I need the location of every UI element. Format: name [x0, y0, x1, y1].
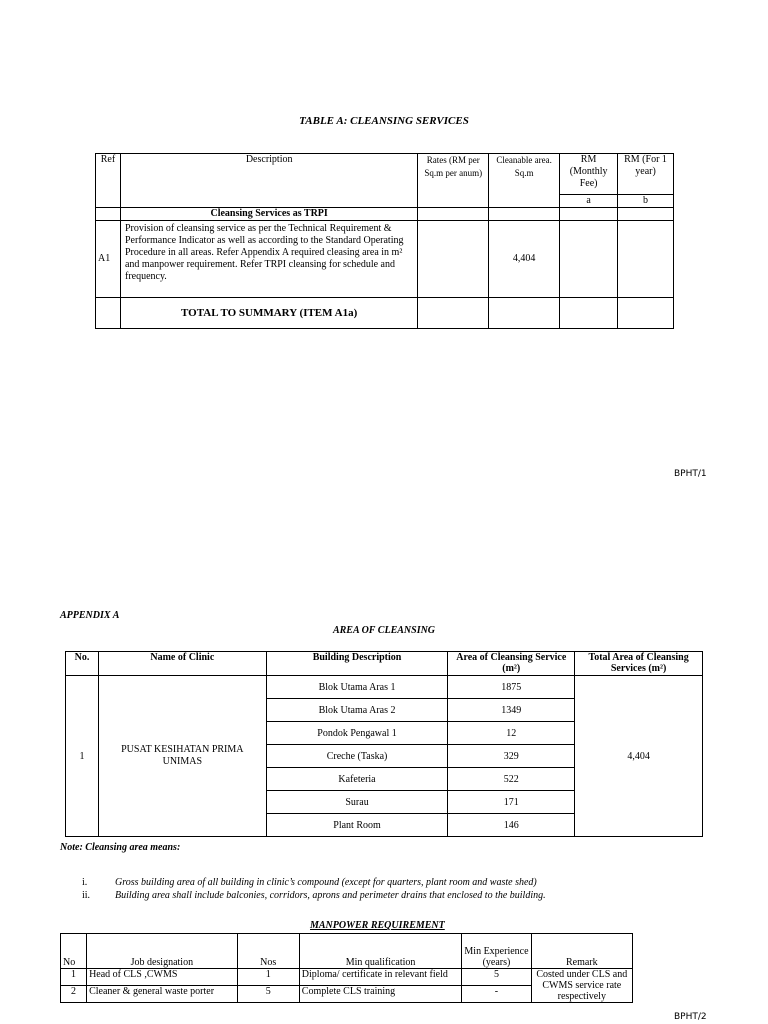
table-row	[96, 221, 674, 298]
page-label-2: BPHT/2	[674, 1012, 707, 1022]
list-item	[82, 877, 702, 890]
row-yearly	[618, 221, 674, 298]
header-sub-a: a	[560, 195, 618, 208]
header-cleanable-area: Cleanable area. Sq.m	[489, 154, 560, 208]
building-area: 12	[448, 722, 575, 745]
building-area: 522	[448, 768, 575, 791]
manpower-qualification: Diploma/ certificate in relevant field	[299, 969, 462, 986]
building-description: Plant Room	[266, 814, 448, 837]
header-rm-monthly: RM (Monthly Fee)	[560, 154, 618, 195]
list-item	[82, 890, 702, 903]
building-area: 1875	[448, 676, 575, 699]
header-building: Building Description	[266, 652, 448, 676]
total-to-summary-label: TOTAL TO SUMMARY (ITEM A1a)	[120, 298, 417, 329]
section-label: Cleansing Services as TRPI	[120, 208, 417, 221]
notes-list	[82, 877, 702, 903]
manpower-table	[60, 933, 633, 1003]
cleansing-services-table	[95, 153, 674, 329]
area-of-cleansing-title: AREA OF CLEANSING	[332, 625, 436, 636]
header-rates: Rates (RM per Sq.m per anum)	[418, 154, 489, 208]
note-text: Gross building area of all building in clinic’s compound (except for quarters, plant room and waste shed)	[115, 877, 537, 888]
manpower-experience: 5	[462, 969, 531, 986]
note-number: ii.	[82, 890, 91, 901]
building-description: Surau	[266, 791, 448, 814]
header-area: Area of Cleansing Service (m²)	[448, 652, 575, 676]
header-nos: Nos	[237, 934, 299, 969]
manpower-no: 1	[61, 969, 87, 986]
building-area: 171	[448, 791, 575, 814]
building-area: 329	[448, 745, 575, 768]
manpower-nos: 1	[237, 969, 299, 986]
area-of-cleansing-table	[65, 651, 703, 837]
table-a-title: TABLE A: CLEANSING SERVICES	[299, 115, 469, 127]
note-text: Building area shall include balconies, corridors, aprons and perimeter drains that enclosed to the building.	[115, 890, 546, 901]
building-description: Blok Utama Aras 1	[266, 676, 448, 699]
manpower-job: Cleaner & general waste porter	[87, 986, 238, 1003]
header-min-qualification: Min qualification	[299, 934, 462, 969]
building-area: 1349	[448, 699, 575, 722]
manpower-remark: Costed under CLS and CWMS service rate respectively	[531, 969, 632, 1003]
header-job-designation: Job designation	[87, 934, 238, 969]
note-number: i.	[82, 877, 88, 888]
page-label-1: BPHT/1	[674, 469, 707, 479]
manpower-nos: 5	[237, 986, 299, 1003]
manpower-job: Head of CLS ,CWMS	[87, 969, 238, 986]
appendix-label: APPENDIX A	[60, 610, 120, 621]
header-rm-year: RM (For 1 year)	[618, 154, 674, 195]
total-area: 4,404	[575, 676, 703, 837]
row-ref: A1	[96, 221, 121, 298]
manpower-experience: -	[462, 986, 531, 1003]
header-min-experience: Min Experience (years)	[462, 934, 531, 969]
header-no: No.	[66, 652, 99, 676]
table-row	[66, 676, 703, 699]
row-monthly	[560, 221, 618, 298]
building-description: Pondok Pengawal 1	[266, 722, 448, 745]
header-total-area: Total Area of Cleansing Services (m²)	[575, 652, 703, 676]
header-description: Description	[120, 154, 417, 208]
header-sub-b: b	[618, 195, 674, 208]
note-title: Note: Cleansing area means:	[60, 842, 181, 853]
building-description: Creche (Taska)	[266, 745, 448, 768]
row-rates	[418, 221, 489, 298]
building-description: Blok Utama Aras 2	[266, 699, 448, 722]
building-area: 146	[448, 814, 575, 837]
manpower-title: MANPOWER REQUIREMENT	[310, 920, 445, 931]
table-row	[61, 969, 633, 986]
header-clinic: Name of Clinic	[98, 652, 266, 676]
clinic-name: PUSAT KESIHATAN PRIMA UNIMAS	[98, 676, 266, 837]
manpower-qualification: Complete CLS training	[299, 986, 462, 1003]
building-description: Kafeteria	[266, 768, 448, 791]
row-cleanable-area: 4,404	[489, 221, 560, 298]
header-no: No	[61, 934, 87, 969]
manpower-no: 2	[61, 986, 87, 1003]
header-ref: Ref	[96, 154, 121, 208]
header-remark: Remark	[531, 934, 632, 969]
clinic-no: 1	[66, 676, 99, 837]
row-description: Provision of cleansing service as per the Technical Requirement & Performance Indicator as well as according to the Standard Operating Procedure in all areas. Refer Appendix A required cleasing area in m² and manpower requirement. Refer TRPI cleansing for schedule and frequency.	[120, 221, 417, 298]
